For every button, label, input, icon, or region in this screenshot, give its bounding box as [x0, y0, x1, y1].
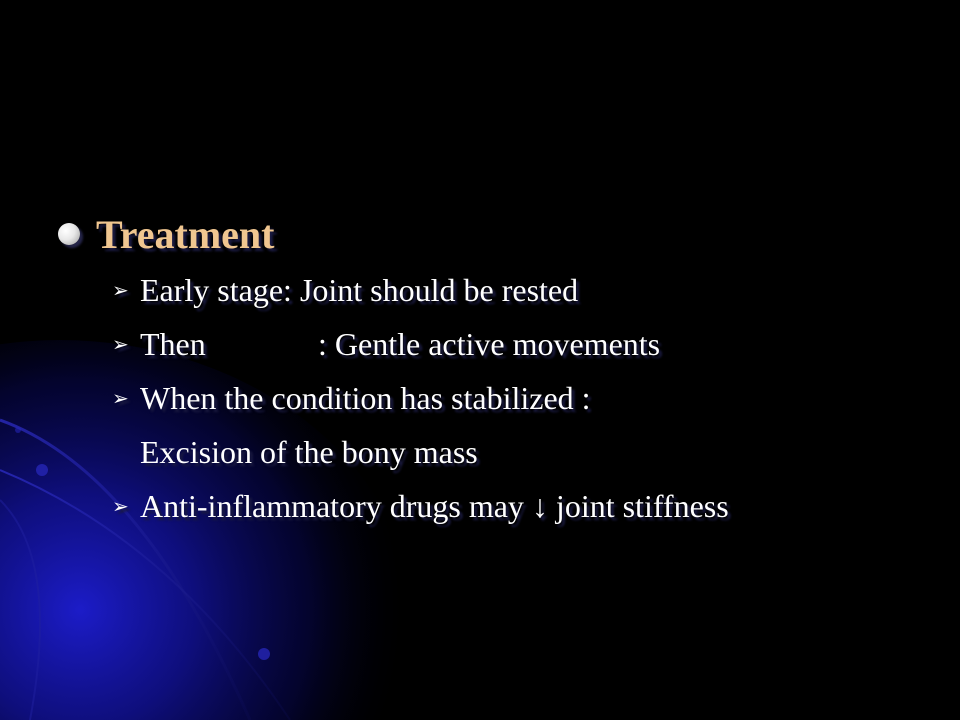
item-lead-text: Anti-inflammatory drugs may ↓ joint stiffness [140, 487, 729, 524]
list-item [112, 263, 938, 317]
arrowhead-bullet-icon: ➢ [112, 333, 129, 356]
item-rest-text: : Joint should be rested [283, 271, 579, 308]
slide-heading: Treatment [96, 211, 275, 257]
item-lead-text: Early stage [140, 271, 284, 308]
arrowhead-bullet-icon: ➢ [112, 495, 129, 518]
round-bullet-icon [58, 223, 80, 245]
list-item-continuation [112, 425, 938, 479]
item-rest-text: : Gentle active movements [318, 325, 661, 362]
arrowhead-bullet-icon: ➢ [112, 279, 129, 302]
list-item [112, 317, 938, 371]
item-lead-text: Then [140, 325, 206, 362]
list-item [112, 479, 938, 533]
list-item [112, 371, 938, 425]
bullet-list [112, 263, 938, 533]
item-lead-text: When the condition has stabilized : [140, 379, 591, 416]
slide-content [58, 208, 938, 533]
item-lead-text: Excision of the bony mass [140, 433, 478, 470]
arrowhead-bullet-icon: ➢ [112, 387, 129, 410]
heading-row [58, 208, 938, 260]
